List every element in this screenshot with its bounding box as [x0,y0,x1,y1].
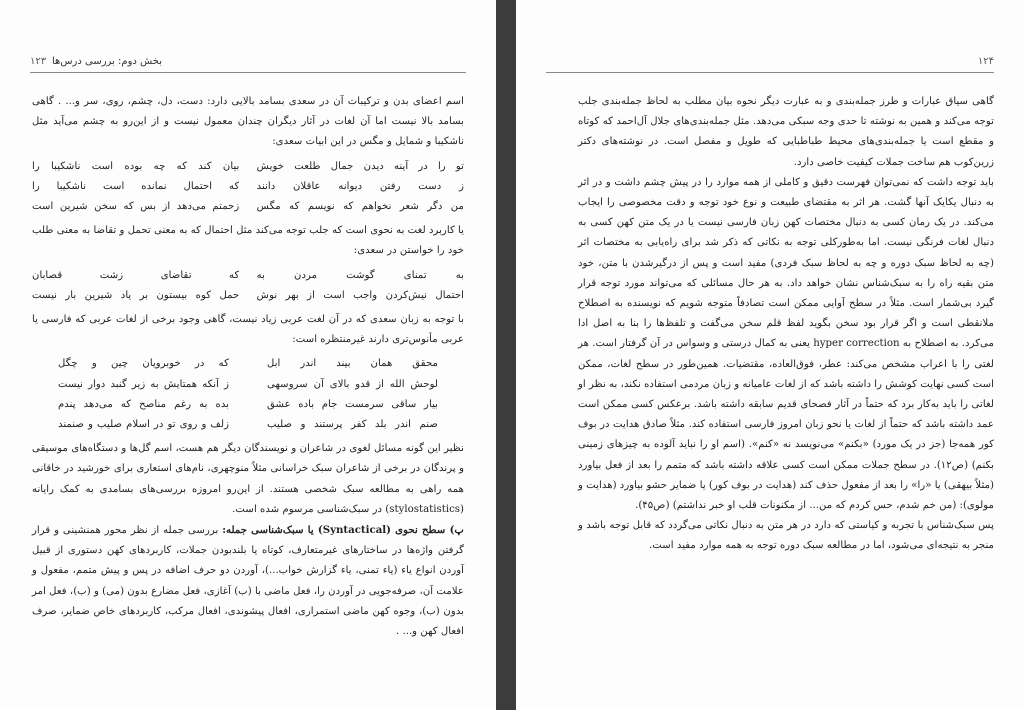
hemistich: بده به رغم مناصح که می‌دهد پندم [58,398,229,410]
hemistich: که در خوبرویان چین و چگل [58,358,229,370]
verse-block [32,266,464,306]
paragraph: یا کاربرد لغت به نحوی است که جلب توجه می‌کند مثل احتمال که به معنی تحمل و تقاضا به معنی طلب خود را خواستن در سعدی: [32,225,464,257]
hemistich: تو را در آینه دیدن جمال طلعت خویش [256,160,464,172]
hemistich: زحمتم می‌دهد از بس که سخن شیرین است [32,200,240,212]
hemistich: احتمال نیش‌کردن واجب است از بهر نوش [256,289,464,301]
left-page-number: ۱۲۳ [30,56,47,67]
hemistich: صنم اندر بلد کفر پرستند و صلیب [267,418,438,430]
verse-line [32,286,464,306]
book-gutter [496,0,516,710]
verse-line [58,415,438,435]
verse-line [58,354,438,374]
paragraph-text: بررسی جمله از نظر محور همنشینی و قرار گرفتن واژه‌ها در ساختارهای غیرمتعارف، کوتاه یا بلندبودن جملات، کاربردهای کهن دستوری از قبیل آوردن انواع یاء (یاء تمنی، یاء گزارش خواب...)، آوردن دو حرف اضافه در پس و پیش متمم، مفعول و علامت آن، صرفه‌جویی در آوردن را، فعل ماضی با (ب) آغازی، فعل مضارع بدون (می) و (ب)، فعل امر بدون (ب)، وجوه کهن ماضی استمراری، افعال پیشوندی، افعال مرکب، کاربردهای خاص ضمایر، صرف افعال کهن و... . [32,524,464,637]
verse-line [32,177,464,197]
hemistich: که احتمال نمانده است ناشکیبا را [32,180,240,192]
right-page-header [546,56,994,70]
verse-block [32,157,464,218]
left-page-header [30,56,466,70]
hemistich: به تمنای گوشت مردن به [256,269,464,281]
paragraph: پس سبک‌شناس با تجربه و کیاستی که دارد در هر متن به دنبال نکاتی می‌گردد که قابل توجه باشد و منجر به نتیجه‌ای می‌شود، اما در مطالعه سبک دوره توجه به همه موارد مفید است. [578,520,994,552]
left-page-body [32,92,464,642]
hemistich: که تقاضای زشت قصابان [32,269,240,281]
paragraph: با توجه به زبان سعدی که در آن لغت عربی زیاد نیست، گاهی وجود برخی از لغات عربی که فارسی یا عربی مأنوس‌تری دارند غیرمنتظره است: [32,313,464,346]
verse-block [32,354,464,435]
hemistich: محقق همان بیند اندر ابل [267,358,438,370]
right-page [516,0,1024,710]
hemistich: بیان کند که چه بوده است ناشکیبا را [32,160,240,172]
hemistich: لوحش الله از قدو بالای آن سروسهی [267,378,438,390]
paragraph: گاهی سیاق عبارات و طرز جمله‌بندی و به عبارت دیگر نحوه بیان مطلب به لحاظ جمله‌بندی جلب توجه می‌کند و همین به نوشته تا حدی وجه سبکی می‌دهد. مثل جمله‌بندی‌های جلال آل‌احمد که کوتاه و مقطع است یا جمله‌بندی‌های محیط طباطبایی که طویل و مفصل است. در نوشته‌های دکتر زرین‌کوب هم ساخت جملات کیفیت خاصی دارد. [578,96,994,168]
right-page-body [578,92,994,557]
paragraph [32,520,464,642]
hemistich: من دگر شعر نخواهم که نویسم که مگس [256,200,464,212]
header-rule [546,72,994,73]
paragraph: نظیر این گونه مسائل لغوی در شاعران و نویسندگان دیگر هم هست، اسم گل‌ها و دستگاه‌های موسیقی و پرندگان در برخی از شاعران سبک خراسانی مثلاً منوچهری، نام‌های استعاری برای خورشید در خاقانی همه راهی به مطالعه سبک شخصی هستند. از این‌رو امروزه بررسی‌های بسامدی به کمک رایانه (stylostatistics) در سبک‌شناسی مرسوم شده است. [32,443,464,515]
paragraph: باید توجه داشت که نمی‌توان فهرست دقیق و کاملی از همه موارد را در پیش چشم داشت و در اثر به دنبال یکایک آنها گشت. هر اثر به مقتضای طبیعت و نوع خود توجه و دقت مخصوصی را ایجاب می‌کند. در یک رمان کسی به دنبال مختصات کهن زبان فارسی نیست یا در یک متن کهن کسی به دنبال لغات فرنگی نیست. اما به‌طورکلی توجه به نکاتی که ذکر شد برای راه‌یابی به مختصات اثر (چه به لحاظ سبک دوره و چه به لحاظ سبک فردی) مفید است و پس از درگیرشدن با متن، خود متن بقیه راه را به سبک‌شناس نشان خواهد داد. به هر حال مسائلی که می‌تواند مورد توجه قرار گیرد بی‌شمار است. مثلاً در سطح آوایی ممکن است تصادفاً متوجه شویم که نویسنده به اصطلاح ملانقطی است و اگر قرار بود سخن بگوید لفظ قلم سخن می‌گفت و تلفظ‌ها را بنا به اصل ادا می‌کرد. به اصطلاح به hyper correction یعنی به کمال درستی و وسواس در آن گرفتار است. هر لغتی را با اعراب مشخص می‌کند: عطر، فوق‌العاده، مقتضیات. همین‌طور در سطح لغات، ممکن است کسی نهایت کوشش را داشته باشد که از لغات عامیانه و زبان مردمی استفاده نکند، به نظر او لغاتی را باید به‌کار برد که حتماً در آثار فصحای قدیم سابقه داشته باشد. برعکس کسی ممکن است عمد داشته باشد که حتماً از لغات یا نحو زبان امروز فارسی استفاده کند. مثلاً صادق هدایت در بوف کور همه‌جا (جز در یک مورد) «بکنم» می‌نویسد نه «کنم». (اسم او را نباید آلوده به چیزهای زمینی بکنم) (ص۱۲). در سطح جملات ممکن است کسی علاقه داشته باشد که متمم را بعد از فعل بیاورد (مثلاً بیهقی) یا «را» را بعد از مفعول حذف کند (هدایت در بوف کور) یا ضمایر حشو بیاورد (هدایت و مولوی): (من خم شدم، حس کردم که من... از مکنونات قلب او خبر نداشتم) (ص۴۵). [578,176,994,512]
left-running-title: بخش دوم: بررسی درس‌ها [52,56,163,67]
hemistich: ز آنکه همتایش به زیر گنبد دوار نیست [58,378,229,390]
verse-line [58,395,438,415]
hemistich: زلف و روی تو در اسلام صلیب و صنمند [58,418,229,430]
section-heading: پ) سطح نحوی (Syntactical) یا سبک‌شناسی جمله: [222,523,464,536]
verse-line [32,197,464,217]
hemistich: بیار ساقی سرمست جام باده عشق [267,398,438,410]
hemistich: ز دست رفتن دیوانه عاقلان دانند [256,180,464,192]
left-page [0,0,496,710]
header-rule [30,72,466,73]
verse-line [32,157,464,177]
right-page-number: ۱۲۴ [977,56,994,67]
verse-line [32,266,464,286]
verse-line [58,375,438,395]
hemistich: حمل کوه بیستون بر یاد شیرین بار نیست [32,289,240,301]
paragraph: اسم اعضای بدن و ترکیبات آن در سعدی بسامد بالایی دارد: دست، دل، چشم، روی، سر و... . گاهی بسامد بالا نیست اما آن لغات در آثار دیگران چندان معمول نیست و از این‌رو به چشم می‌آید مثل ناشکیبا و شمایل و مگس در این ابیات سعدی: [32,96,464,148]
